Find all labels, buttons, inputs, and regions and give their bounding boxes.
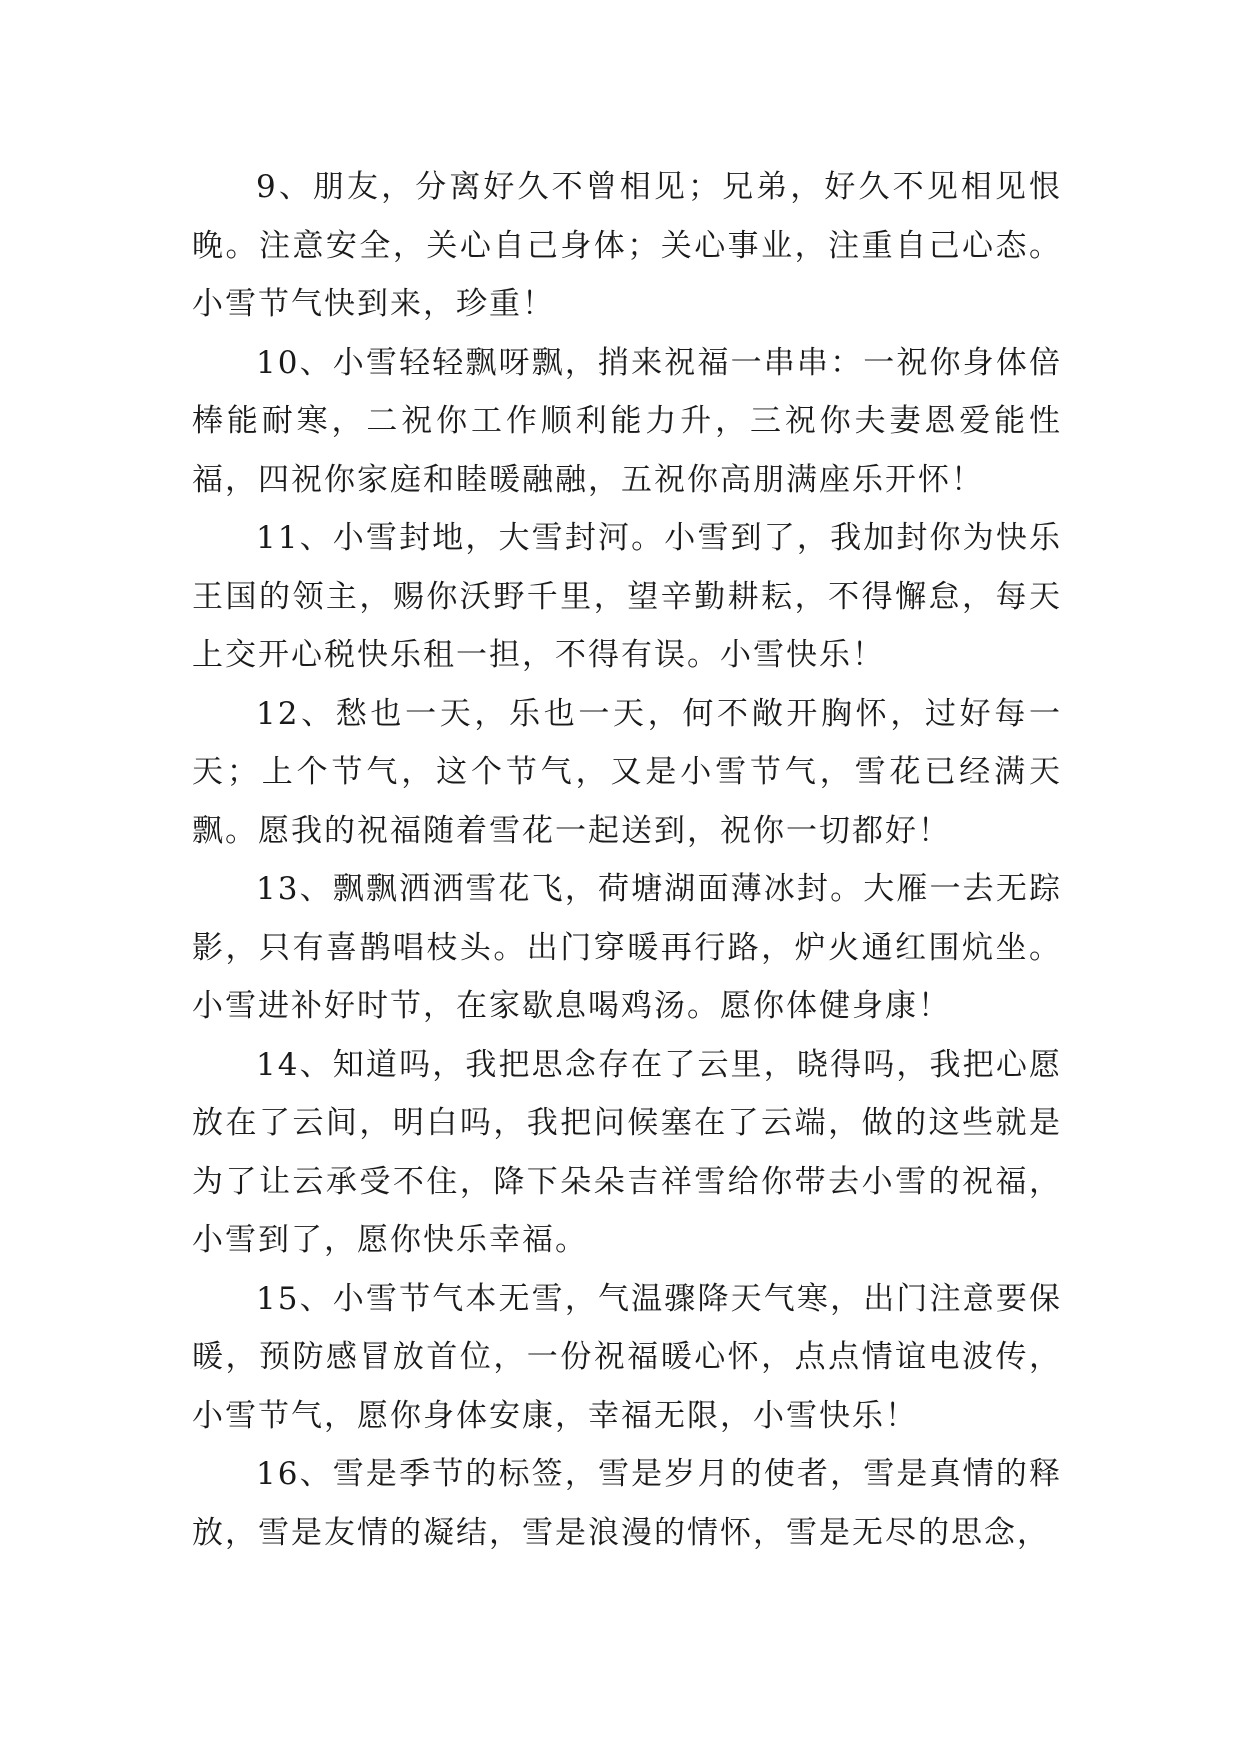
paragraph-10: 10、小雪轻轻飘呀飘，捎来祝福一串串：一祝你身体倍棒能耐寒，二祝你工作顺利能力升，三祝你夫妻恩爱能性福，四祝你家庭和睦暖融融，五祝你高朋满座乐开怀！ — [192, 344, 1062, 498]
paragraph-12: 12、愁也一天，乐也一天，何不敞开胸怀，过好每一天；上个节气，这个节气，又是小雪节气，雪花已经满天飘。愿我的祝福随着雪花一起送到，祝你一切都好！ — [192, 695, 1062, 849]
paragraph-11: 11、小雪封地，大雪封河。小雪到了，我加封你为快乐王国的领主，赐你沃野千里，望辛勤耕耘，不得懈怠，每天上交开心税快乐租一担，不得有误。小雪快乐！ — [192, 520, 1062, 673]
document-body — [192, 158, 1062, 1562]
paragraph-15: 15、小雪节气本无雪，气温骤降天气寒，出门注意要保暖，预防感冒放首位，一份祝福暖心怀，点点情谊电波传，小雪节气，愿你身体安康，幸福无限，小雪快乐！ — [192, 1280, 1062, 1434]
paragraph-9: 9、朋友，分离好久不曾相见；兄弟，好久不见相见恨晚。注意安全，关心自己身体；关心事业，注重自己心态。小雪节气快到来，珍重！ — [192, 169, 1062, 322]
paragraph-16: 16、雪是季节的标签，雪是岁月的使者，雪是真情的释放，雪是友情的凝结，雪是浪漫的情怀，雪是无尽的思念， — [192, 1456, 1062, 1551]
paragraph-14: 14、知道吗，我把思念存在了云里，晓得吗，我把心愿放在了云间，明白吗，我把问候塞在了云端，做的这些就是为了让云承受不住，降下朵朵吉祥雪给你带去小雪的祝福，小雪到了，愿你快乐幸福。 — [192, 1046, 1062, 1258]
paragraph-13: 13、飘飘洒洒雪花飞，荷塘湖面薄冰封。大雁一去无踪影，只有喜鹊唱枝头。出门穿暖再行路，炉火通红围炕坐。小雪进补好时节，在家歇息喝鸡汤。愿你体健身康！ — [192, 871, 1062, 1024]
